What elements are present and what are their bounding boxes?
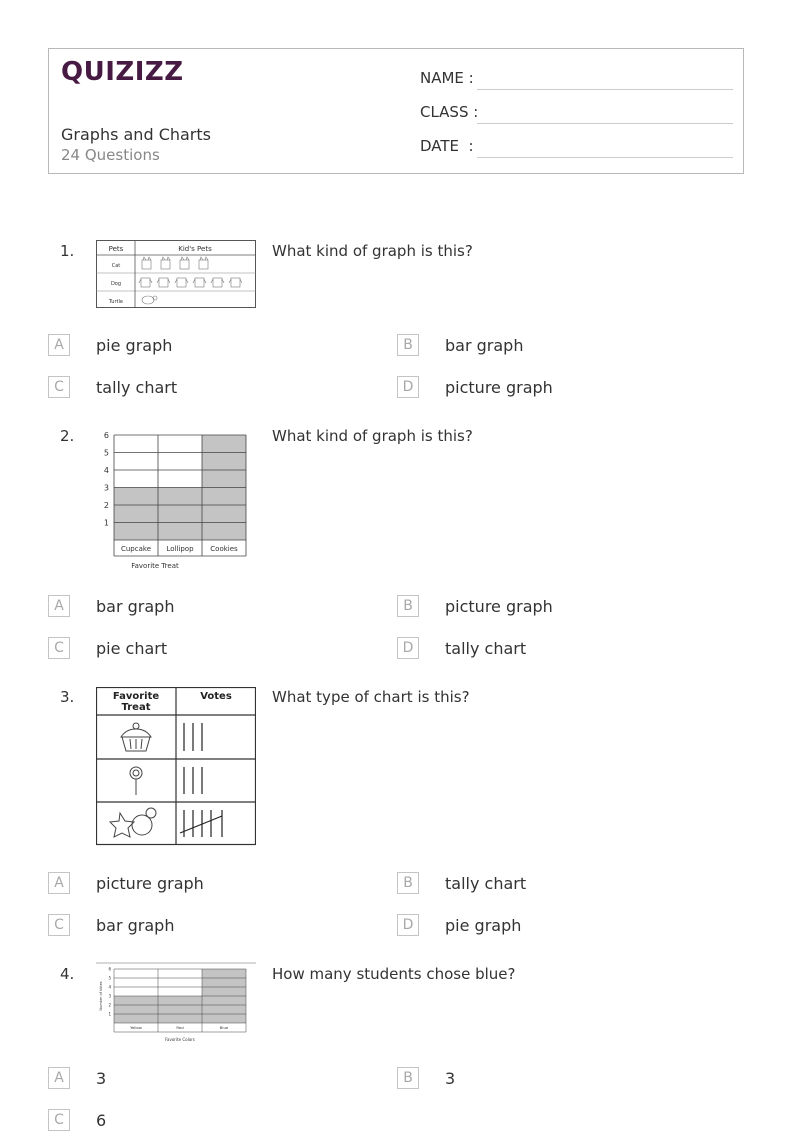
quizizz-logo: QUIZIZZ (61, 57, 184, 87)
date-label: DATE : (420, 137, 474, 155)
q1-option-d-text[interactable]: picture graph (445, 378, 553, 397)
bar-red (158, 996, 202, 1023)
bar-cupcake (114, 488, 158, 541)
bar-yellow (114, 996, 158, 1023)
q1-option-d-box[interactable]: D (397, 376, 419, 398)
question-3-text: What type of chart is this? (272, 688, 470, 706)
class-label: CLASS : (420, 103, 479, 121)
q3-header-left-1: Favorite (112, 691, 160, 702)
date-line (477, 157, 733, 158)
q2-option-b-box[interactable]: B (397, 595, 419, 617)
name-line (477, 89, 733, 90)
q2-option-c-text[interactable]: pie chart (96, 639, 168, 658)
q4-option-a-box[interactable]: A (48, 1067, 70, 1089)
q2-option-b-text[interactable]: picture graph (445, 597, 553, 616)
y-tick-label: 4 (103, 465, 109, 475)
q4-option-b-text[interactable]: 3 (445, 1069, 456, 1088)
question-4-bar-graph (96, 962, 256, 1046)
question-count: 24 Questions (61, 146, 160, 164)
q4-option-c-box[interactable]: C (48, 1109, 70, 1131)
q2-option-d-text[interactable]: tally chart (445, 639, 527, 658)
q1-option-c-box[interactable]: C (48, 376, 70, 398)
y-tick-label: 2 (103, 500, 109, 510)
q1-option-a-text[interactable]: pie graph (96, 336, 173, 355)
q1-row-label: Dog (110, 281, 122, 287)
q1-option-b-text[interactable]: bar graph (445, 336, 524, 355)
category-label: Blue (219, 1025, 229, 1031)
q3-header-left-2: Treat (121, 702, 151, 713)
y-tick-label: 4 (108, 984, 111, 990)
q2-option-c-box[interactable]: C (48, 637, 70, 659)
q4-option-c-text[interactable]: 6 (96, 1111, 107, 1130)
category-label: Red (176, 1025, 184, 1031)
y-tick-label: 3 (103, 483, 109, 493)
y-tick-label: 3 (108, 993, 111, 999)
question-1-number: 1. (60, 242, 75, 260)
question-4-text: How many students chose blue? (272, 965, 516, 983)
q3-option-a-box[interactable]: A (48, 872, 70, 894)
y-tick-label: 6 (108, 966, 111, 972)
question-2-text: What kind of graph is this? (272, 427, 473, 445)
q3-option-a-text[interactable]: picture graph (96, 874, 204, 893)
worksheet-header (48, 48, 744, 174)
q4-option-a-text[interactable]: 3 (96, 1069, 107, 1088)
y-tick-label: 6 (103, 430, 109, 440)
y-tick-label: 5 (103, 448, 109, 458)
bar-lollipop (158, 488, 202, 541)
q4-ylabel: Number of Votes (99, 981, 103, 1011)
q3-option-c-text[interactable]: bar graph (96, 916, 175, 935)
q2-option-d-box[interactable]: D (397, 637, 419, 659)
q3-header-right: Votes (200, 691, 232, 702)
q2-option-a-box[interactable]: A (48, 595, 70, 617)
y-tick-label: 2 (108, 1002, 111, 1008)
q2-option-a-text[interactable]: bar graph (96, 597, 175, 616)
category-label: Yellow (130, 1025, 142, 1031)
q4-option-b-box[interactable]: B (397, 1067, 419, 1089)
question-1-text: What kind of graph is this? (272, 242, 473, 260)
q1-row-label: Turtle (109, 299, 123, 305)
q3-option-b-text[interactable]: tally chart (445, 874, 527, 893)
q1-row-label: Cat (111, 263, 121, 269)
y-tick-label: 1 (103, 518, 109, 528)
category-label: Cupcake (120, 544, 152, 553)
q1-option-a-box[interactable]: A (48, 334, 70, 356)
category-label: Lollipop (166, 544, 194, 553)
name-label: NAME : (420, 69, 474, 87)
y-tick-label: 1 (108, 1011, 111, 1017)
category-label: Cookies (210, 544, 238, 553)
worksheet-title: Graphs and Charts (61, 125, 211, 144)
q2-xlabel: Favorite Treat (131, 562, 179, 570)
q1-option-c-text[interactable]: tally chart (96, 378, 178, 397)
question-3-tally-chart (96, 687, 256, 847)
q3-option-c-box[interactable]: C (48, 914, 70, 936)
question-2-number: 2. (60, 427, 75, 445)
question-2-bar-graph (96, 424, 256, 574)
y-tick-label: 5 (108, 975, 111, 981)
q3-option-b-box[interactable]: B (397, 872, 419, 894)
q1-option-b-box[interactable]: B (397, 334, 419, 356)
q1-header-right: Kid's Pets (178, 245, 212, 253)
question-4-number: 4. (60, 965, 75, 983)
q3-option-d-text[interactable]: pie graph (445, 916, 522, 935)
question-1-pictograph (96, 240, 256, 310)
class-line (477, 123, 733, 124)
q3-option-d-box[interactable]: D (397, 914, 419, 936)
q4-xlabel: Favorite Colors (165, 1037, 195, 1042)
question-3-number: 3. (60, 688, 75, 706)
q1-header-left: Pets (108, 245, 124, 253)
